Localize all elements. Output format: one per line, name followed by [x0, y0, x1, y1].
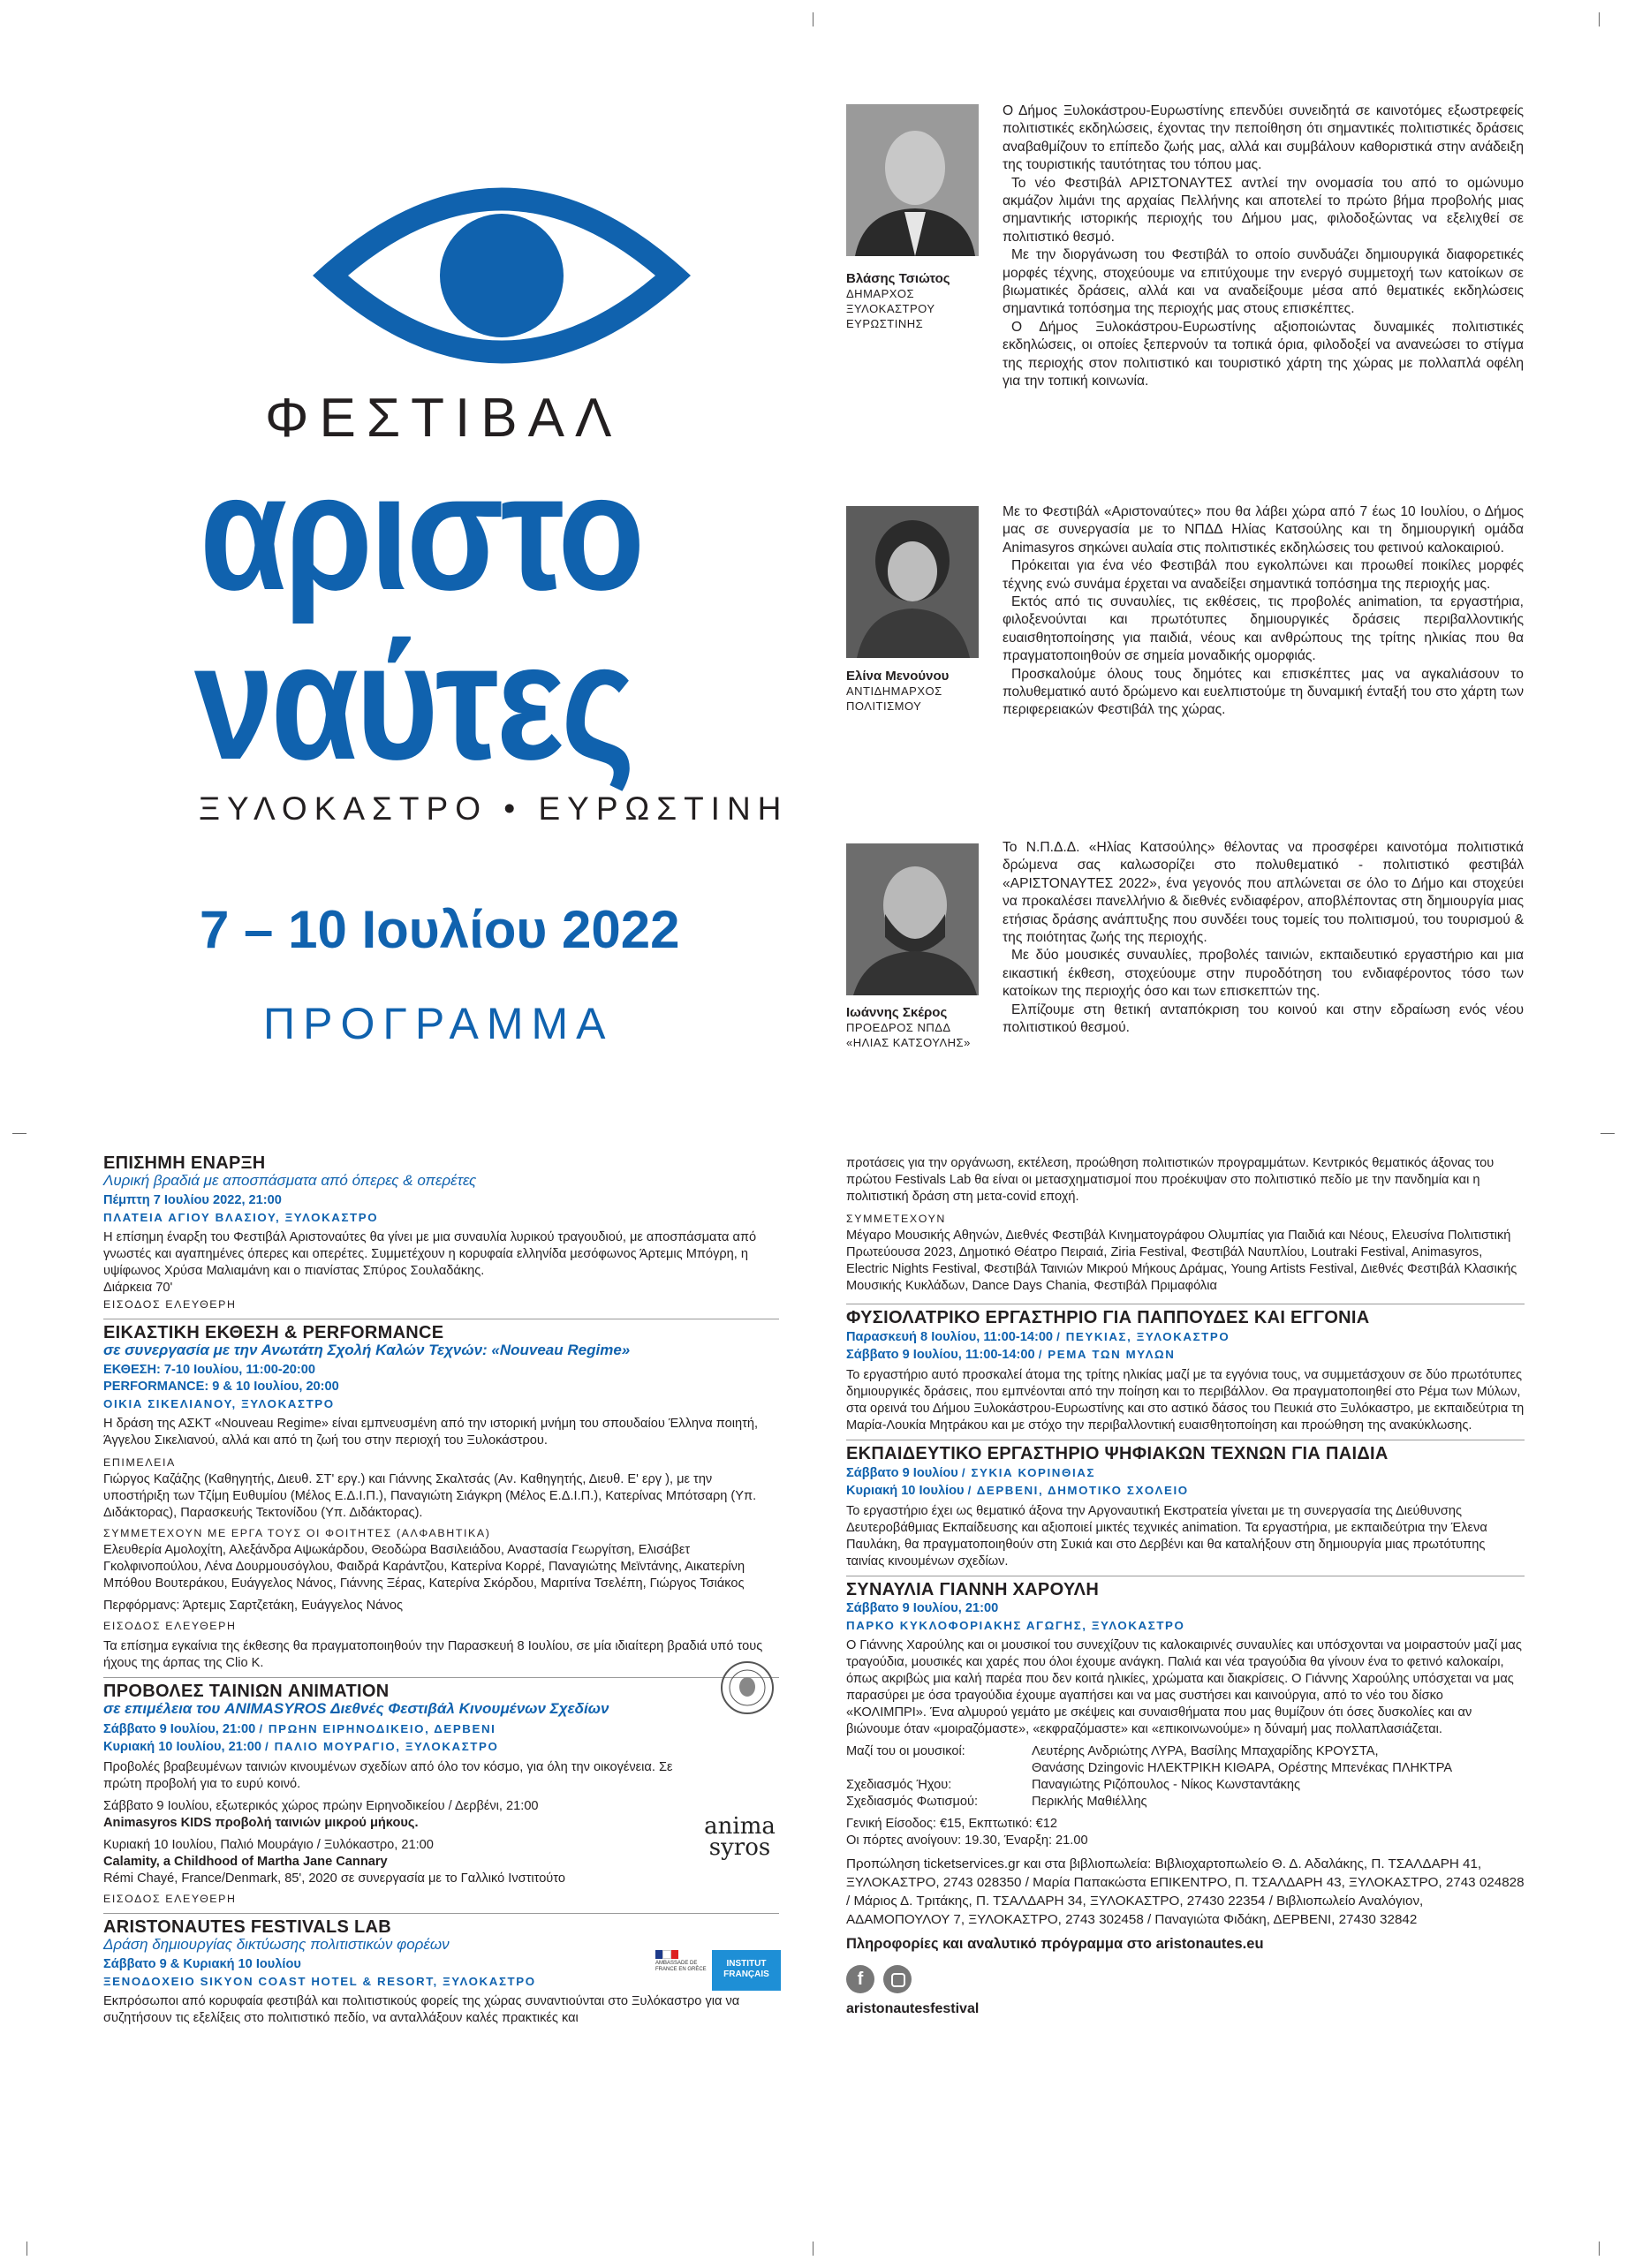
free-entry: ΕΙΣΟΔΟΣ ΕΛΕΥΘΕΡΗ	[103, 1620, 237, 1632]
event-time: Σάββατο 9 Ιουλίου, 21:00	[846, 1601, 999, 1615]
bio-name: Ελίνα Μενούνου	[846, 669, 950, 684]
festival-dates: 7 – 10 Ιουλίου 2022	[200, 900, 680, 959]
section-title: ΠΡΟΒΟΛΕΣ ΤΑΙΝΙΩΝ ANIMATION	[103, 1682, 390, 1701]
performers-text: Περφόρμανς: Άρτεμις Σαρτζετάκη, Ευάγγελος Νάνος	[103, 1599, 404, 1613]
section-text: Ο Γιάννης Χαρούλης και οι μουσικοί του συνεχίζουν τις καλοκαιρινές συναυλίες και υπόσχονται να μοιραστούν μαζί μας τραγούδια, μουσικές και χαρές που όλοι έχουμε ανάγκη. Παλιά και νέα τραγούδια θα γίνουν ένα το φετινό καλοκαίρι, όπως ακριβώς μια καλή παρέα που δεν κοιτά ηλικίες, χρώματα και διακρίσεις. Ο Γιάννης Χαρούλης υπόσχεται να μας παρασύρει με όσα τραγούδια έχουμε αγαπήσει και να μας συστήσει και καινούργια, από το νέο του δίσκο «ΚΟΛΙΜΠΡΙ». Ένα αλμυρού γεμάτο με σκέψεις και συναισθήματα που μας θυμίζουν ότι όσες δυσκολίες και αν βιώνουμε όταν «μοιραζόμαστε», «εκφραζόμαστε» και «επικοινωνούμε» η δύναμή μας πολλαπλασιάζεται.	[846, 1638, 1522, 1736]
film-title: Calamity, a Childhood of Martha Jane Cannary	[103, 1855, 388, 1869]
free-entry: ΕΙΣΟΔΟΣ ΕΛΕΥΘΕΡΗ	[103, 1298, 237, 1311]
free-entry: ΕΙΣΟΔΟΣ ΕΛΕΥΘΕΡΗ	[103, 1893, 237, 1905]
event-venue: ΠΡΩΗΝ ΕΙΡΗΝΟΔΙΚΕΙΟ, ΔΕΡΒΕΝΙ	[268, 1722, 496, 1735]
bio-name: Βλάσης Τσιώτος	[846, 271, 950, 286]
bio-role: ΠΡΟΕΔΡΟΣ ΝΠΔΔ	[846, 1021, 951, 1034]
event-time: Σάββατο 9 Ιουλίου, 21:00	[103, 1722, 256, 1736]
bio-role: ΕΥΡΩΣΤΙΝΗΣ	[846, 317, 924, 330]
musicians-label: Μαζί του οι μουσικοί:	[846, 1744, 965, 1758]
bio-paragraph: Ελπίζουμε στη θετική ανταπόκριση του κοινού και στην εδραίωση ενός νέου πολιτιστικού θεσμού.	[1003, 1002, 1524, 1036]
section-title: ΦΥΣΙΟΛΑΤΡΙΚΟ ΕΡΓΑΣΤΗΡΙΟ ΓΙΑ ΠΑΠΠΟΥΔΕΣ ΚΑΙ ΕΓΓΟΝΙΑ	[846, 1308, 1370, 1327]
institut-label: INSTITUT FRANÇAIS	[723, 1959, 769, 1979]
crop-mark	[26, 2242, 27, 2256]
event-time: PERFORMANCE: 9 & 10 Ιουλίου, 20:00	[103, 1380, 339, 1394]
instagram-icon[interactable]	[883, 1965, 912, 1993]
animasyros-logo	[698, 1813, 782, 1861]
event-venue: ΠΑΡΚΟ ΚΥΚΛΟΦΟΡΙΑΚΗΣ ΑΓΩΓΗΣ, ΞΥΛΟΚΑΣΤΡΟ	[846, 1619, 1185, 1632]
musicians-text: Θανάσης Dzingovic ΗΛΕΚΤΡΙΚΗ ΚΙΘΑΡΑ, Ορέστης Μπενέκας ΠΛΗΚΤΡΑ	[1032, 1761, 1453, 1775]
sound-text: Παναγιώτης Ριζόπουλος - Νίκος Κωνσταντάκης	[1032, 1778, 1300, 1792]
event-venue: ΠΛΑΤΕΙΑ ΑΓΙΟΥ ΒΛΑΣΙΟΥ, ΞΥΛΟΚΑΣΤΡΟ	[103, 1211, 379, 1224]
ambassade-label: AMBASSADE DE FRANCE EN GRÈCE	[655, 1961, 707, 1972]
section-text: προτάσεις για την οργάνωση, εκτέλεση, προώθηση πολιτιστικών προγραμμάτων. Κεντρικός θεματικός άξονας του πρώτου Festivals Lab θα είναι οι μετασχηματισμοί που προέκυψαν στο πολιτιστικό πεδίο με την πανδημία και η πολιτιστική δράση στη μετα-covid εποχή.	[846, 1156, 1495, 1204]
screening-line: Animasyros KIDS προβολή ταινιών μικρού μήκους.	[103, 1816, 419, 1830]
presale-text: Προπώληση ticketservices.gr και στα βιβλιοπωλεία: Βιβλιοχαρτοπωλείο Θ. Δ. Αδαλάκης, Π. ΤΣΑΛΔΑΡΗ 41, ΞΥΛΟΚΑΣΤΡΟ, 2743 028350 / Μαρία Παπακώστα ΕΠΙΚΕΝΤΡΟ, Π. ΤΣΑΛΔΑΡΗ 43, ΞΥΛΟΚΑΣΤΡΟ, 2743 024828 / Μάριος Δ. Τριτάκης, Π. ΤΣΑΛΔΑΡΗ 34, ΞΥΛΟΚΑΣΤΡΟ, 27430 22354 / Βιβλιοπωλείο Αναλόγιον, ΑΔΑΜΟΠΟΥΛΟΥ 7, ΞΥΛΟΚΑΣΤΡΟ, 2743 302458 / Παναγιώτα Φιδάκη, ΔΕΡΒΕΝΙ, 27430 32842	[846, 1856, 1525, 1927]
event-venue: ΣΥΚΙΑ ΚΟΡΙΝΘΙΑΣ	[971, 1466, 1096, 1479]
event-venue: ΠΑΛΙΟ ΜΟΥΡΑΓΙΟ, ΞΥΛΟΚΑΣΤΡΟ	[274, 1740, 499, 1753]
bio-paragraph: Ο Δήμος Ξυλοκάστρου-Ευρωστίνης αξιοποιώντας δυναμικές πολιτιστικές εκδηλώσεις, οι οποίες ξεπερνούν τα τοπικά όρια, φιλοδοξεί να ανανεώσει το στίγμα της περιοχής στον πολιτιστικό και τουριστικό χάρτη της χώρας με πολλαπλά οφέλη για την τοπική κοινωνία.	[1003, 319, 1524, 389]
event-time: Σάββατο 9 Ιουλίου, 11:00-14:00	[846, 1348, 1035, 1362]
screening-line: Κυριακή 10 Ιουλίου, Παλιό Μουράγιο / Ξυλόκαστρο, 21:00	[103, 1838, 434, 1852]
bio-paragraph: Πρόκειται για ένα νέο Φεστιβάλ που εγκολπώνει και προωθεί ποικίλες μορφές τέχνης ενώ συνάμα έρχεται να αναδείξει σημαντικά τοπόσημα της περιοχής μας.	[1003, 558, 1524, 592]
sound-label: Σχεδιασμός Ήχου:	[846, 1778, 952, 1792]
doors-text: Οι πόρτες ανοίγουν: 19.30, Έναρξη: 21.00	[846, 1833, 1088, 1848]
light-text: Περικλής Μαθιέλλης	[1032, 1795, 1147, 1809]
divider	[103, 1677, 779, 1678]
label: ΕΠΙΜΕΛΕΙΑ	[103, 1456, 176, 1469]
separator: /	[967, 1484, 977, 1497]
school-seal-icon	[720, 1660, 775, 1715]
bio-text-president	[1003, 839, 1524, 1037]
bio-paragraph: Με το Φεστιβάλ «Αριστοναύτες» που θα λάβει χώρα από 7 έως 10 Ιουλίου, ο Δήμος μας σε συνεργασία με το ΝΠΔΔ Ηλίας Κατσούλης και τη δημιουργική ομάδα Animasyros σηκώνει αυλαία στις πολιτιστικές εκδηλώσεις του φετινού καλοκαιριού.	[1003, 504, 1524, 556]
crop-mark	[1599, 2242, 1600, 2256]
separator: /	[1056, 1330, 1066, 1343]
portrait-deputy-mayor	[846, 506, 979, 658]
event-time: Παρασκευή 8 Ιουλίου, 11:00-14:00	[846, 1330, 1054, 1344]
info-text: Πληροφορίες και αναλυτικό πρόγραμμα στο aristonautes.eu	[846, 1936, 1264, 1952]
film-info: Rémi Chayé, France/Denmark, 85', 2020 σε συνεργασία με το Γαλλικό Ινστιτούτο	[103, 1871, 565, 1886]
portrait-president	[846, 843, 979, 995]
animasyros-logo-text: anima syros	[704, 1813, 776, 1861]
crop-mark	[1599, 12, 1600, 26]
festival-title-line1: αριστο	[200, 439, 642, 624]
bio-role: ΞΥΛΟΚΑΣΤΡΟΥ	[846, 302, 935, 315]
section-title: ARISTONAUTES FESTIVALS LAB	[103, 1917, 391, 1937]
portrait-mayor	[846, 104, 979, 256]
section-title: ΕΠΙΣΗΜΗ ΕΝΑΡΞΗ	[103, 1153, 266, 1173]
crop-mark	[813, 12, 814, 26]
separator: /	[265, 1740, 275, 1753]
section-text: Το εργαστήριο έχει ως θεματικό άξονα την Αργοναυτική Εκστρατεία γίνεται με τη συνεργασία της Διεύθυνσης Δευτεροβάθμιας Εκπαίδευσης και αξιοποιεί μικτές τεχνικές animation. Τα εργαστήρια, με εκπαιδεύτρια την Έλενα Παυλάκη, θα πραγματοποιηθούν στη Συκιά και στο Δερβένι και θα καταλήξουν στη δημιουργία μιας πρωτότυπης ταινίας κινουμένων σχεδίων.	[846, 1504, 1487, 1569]
event-venue: ΟΙΚΙΑ ΣΙΚΕΛΙΑΝΟΥ, ΞΥΛΟΚΑΣΤΡΟ	[103, 1397, 335, 1410]
ambassade-logo	[655, 1950, 708, 1994]
bio-text-mayor	[1003, 102, 1524, 391]
social-handle[interactable]: aristonautesfestival	[846, 2001, 980, 2016]
crop-mark	[1601, 1133, 1615, 1134]
programme-right-column	[846, 1155, 1525, 2017]
bio-name: Ιωάννης Σκέρος	[846, 1005, 948, 1020]
bio-role: ΠΟΛΙΤΙΣΜΟΥ	[846, 699, 922, 713]
section-title: ΕΙΚΑΣΤΙΚΗ ΕΚΘΕΣΗ & PERFORMANCE	[103, 1323, 444, 1342]
section-subtitle: σε επιμέλεια του ANIMASYROS Διεθνές Φεστιβάλ Κινουμένων Σχεδίων	[103, 1700, 609, 1717]
section-subtitle: Λυρική βραδιά με αποσπάσματα από όπερες & οπερέτες	[103, 1172, 477, 1189]
light-label: Σχεδιασμός Φωτισμού:	[846, 1795, 979, 1809]
event-venue: ΞΕΝΟΔΟΧΕΙΟ SIKYON COAST HOTEL & RESORT, ΞΥΛΟΚΑΣΤΡΟ	[103, 1975, 536, 1988]
section-title: ΕΚΠΑΙΔΕΥΤΙΚΟ ΕΡΓΑΣΤΗΡΙΟ ΨΗΦΙΑΚΩΝ ΤΕΧΝΩΝ ΓΙΑ ΠΑΙΔΙΑ	[846, 1444, 1389, 1463]
event-time: Πέμπτη 7 Ιουλίου 2022, 21:00	[103, 1193, 282, 1207]
section-text: Η δράση της ΑΣΚΤ «Nouveau Regime» είναι εμπνευσμένη από την ιστορική μνήμη του σπουδαίου Έλληνα ποιητή, Άγγελου Σικελιανού, αλλά και από τη ζωή του στην περιοχή του Ξυλοκάστρου.	[103, 1417, 759, 1448]
bio-paragraph: Με την διοργάνωση του Φεστιβάλ το οποίο συνδυάζει δημιουργικά διαφορετικές μορφές τέχνης, στοχεύουμε να επιτύχουμε την ενεργό συμμετοχή των κατοίκων σε βιωματικές δράσεις, αλλά και να αναδείξουμε μέσα από θεματικές εκδηλώσεις σημαντικά τοπόσημα της περιοχής μας στους επισκέπτες.	[1003, 247, 1524, 317]
institut-francais-logo	[712, 1950, 781, 1991]
bio-role: «ΗΛΙΑΣ ΚΑΤΣΟΥΛΗΣ»	[846, 1036, 971, 1049]
programme-left-column	[103, 1155, 779, 2027]
bio-paragraph: Με δύο μουσικές συναυλίες, προβολές ταινιών, εκπαιδευτικό εργαστήριο και μια εικαστική έκθεση, στοχεύουμε στην πυροδότηση του ενδιαφέροντος τόσο των κατοίκων της περιοχής όσο και των επισκεπτών της.	[1003, 948, 1524, 1000]
label: ΣΥΜΜΕΤΕΧΟΥΝ	[846, 1213, 946, 1225]
bio-paragraph: Το Ν.Π.Δ.Δ. «Ηλίας Κατσούλης» θέλοντας να προσφέρει καινοτόμα πολιτιστικά δρώμενα σας καλωσορίζει στο πολυθεματικό - πολιτιστικό φεστιβάλ «ΑΡΙΣΤΟΝΑΥΤΕΣ 2022», ένα γεγονός που απλώνεται σε όλο το Δήμο και στοχεύει να προκαλέσει πανελλήνιο & διεθνές ενδιαφέρον, αποβλέποντας στη δημιουργία μιας ετήσιας δράσης ανάπτυξης που συνδέει τους τομείς του πολιτισμού, του τουρισμού & της ποιότητας ζωής της περιοχής.	[1003, 840, 1524, 946]
section-text: Εκπρόσωποι από κορυφαία φεστιβάλ και πολιτιστικούς φορείς της χώρας συναντιούνται στο Ξυλόκαστρο για να συζητήσουν τις εξελίξεις στο πολιτιστικό πεδίο, να ανταλλάξουν καλές πρακτικές και	[103, 1994, 740, 2025]
event-time: ΕΚΘΕΣΗ: 7-10 Ιουλίου, 11:00-20:00	[103, 1363, 316, 1377]
separator: /	[1038, 1348, 1048, 1361]
label: ΣΥΜΜΕΤΕΧΟΥΝ ΜΕ ΕΡΓΑ ΤΟΥΣ ΟΙ ΦΟΙΤΗΤΕΣ (ΑΛΦΑΒΗΤΙΚΑ)	[103, 1527, 491, 1539]
crop-mark	[12, 1133, 26, 1134]
bio-role: ΔΗΜΑΡΧΟΣ	[846, 287, 915, 300]
divider	[103, 1913, 779, 1914]
screening-line: Σάββατο 9 Ιουλίου, εξωτερικός χώρος πρώην Ειρηνοδικείου / Δερβένι, 21:00	[103, 1799, 539, 1813]
event-time: Σάββατο 9 Ιουλίου	[846, 1466, 958, 1480]
duration: Διάρκεια 70'	[103, 1281, 173, 1295]
bio-paragraph: Εκτός από τις συναυλίες, τις εκθέσεις, τις προβολές animation, τα εργαστήρια, φιλοξενούνται και πρωτότυπες δημιουργικές δράσεις περιβαλλοντικής ευαισθητοποίησης για παιδιά, νέους και ανθρώπους της τρίτης ηλικίας που θα πραγματοποιηθούν σε σημεία μοναδικής ομορφιάς.	[1003, 594, 1524, 664]
section-text: Τα επίσημα εγκαίνια της έκθεσης θα πραγματοποιηθούν την Παρασκευή 8 Ιουλίου, σε μία ιδιαίτερη βραδιά υπό τους ήχους της άρπας της Clio K.	[103, 1639, 763, 1670]
event-venue: ΠΕΥΚΙΑΣ, ΞΥΛΟΚΑΣΤΡΟ	[1065, 1330, 1230, 1343]
separator: /	[961, 1466, 972, 1479]
facebook-icon[interactable]: f	[846, 1965, 874, 1993]
event-time: Σάββατο 9 & Κυριακή 10 Ιουλίου	[103, 1957, 301, 1971]
musicians-text: Λευτέρης Ανδριώτης ΛΥΡΑ, Βασίλης Μπαχαρίδης ΚΡΟΥΣΤΑ,	[1032, 1744, 1379, 1758]
bio-paragraph: Προσκαλούμε όλους τους δημότες και επισκέπτες μας να αγκαλιάσουν το πολυθεματικό αυτό δρώμενο και ευελπιστούμε τη δυναμική ένταξή του στο χάρτη των περιφερειακών Φεστιβάλ της χώρας.	[1003, 666, 1524, 718]
sound-row	[846, 1777, 1525, 1794]
participants-text: Μέγαρο Μουσικής Αθηνών, Διεθνές Φεστιβάλ Κινηματογράφου Ολυμπίας για Παιδιά και Νέους, Ελευσίνα Πολιτιστική Πρωτεύουσα 2023, Δημοτικό Θέατρο Πειραιά, Ziria Festival, Φεστιβάλ Ναυπλίου, Loutraki Festival, Animasyros, Electric Nights Festival, Φεστιβάλ Ταινιών Μικρού Μήκους Δράμας, Young Artists Festival, Διεθνές Φεστιβάλ Κλασικής Μουσικής Κυκλάδων, Dance Days Chania, Φεστιβάλ Πριμαφόλια	[846, 1228, 1517, 1293]
section-title: ΣΥΝΑΥΛΙΑ ΓΙΑΝΝΗ ΧΑΡΟΥΛΗ	[846, 1580, 1100, 1599]
event-venue: ΔΕΡΒΕΝΙ, ΔΗΜΟΤΙΚΟ ΣΧΟΛΕΙΟ	[976, 1484, 1189, 1497]
bio-role: ΑΝΤΙΔΗΜΑΡΧΟΣ	[846, 684, 942, 698]
section-text: Προβολές βραβευμένων ταινιών κινουμένων σχεδίων από όλο τον κόσμο, για όλη την οικογένεια. Σε πρώτη προβολή για το ευρύ κοινό.	[103, 1760, 673, 1791]
light-row	[846, 1794, 1525, 1811]
section-text: Το εργαστήριο αυτό προσκαλεί άτομα της τρίτης ηλικίας μαζί με τα εγγόνια τους, να συμμετάσχουν σε δύο πρωτότυπες δημιουργικές δράσεις, που εμπνέονται από την ποίηση και το περιβάλλον. Θα πραγματοποιηθεί στο Ρέμα των Μύλων, στα ορεινά του Δήμου Ξυλοκάστρου-Ευρωστίνης και στο αστικό δάσος του Πευκιά στο Ξυλόκαστρο, με εκπαιδεύτρια τη Μαρία-Λουκία Μητράκου και με στόχο την περιβαλλοντική ευαισθητοποίηση και προώθηση της ανακύκλωσης.	[846, 1368, 1525, 1433]
section-subtitle: Δράση δημιουργίας δικτύωσης πολιτιστικών φορέων	[103, 1936, 450, 1953]
bio-paragraph: Ο Δήμος Ξυλοκάστρου-Ευρωστίνης επενδύει συνειδητά σε καινοτόμες εξωστρεφείς πολιτιστικές εκδηλώσεις, έχοντας την πεποίθηση ότι σημαντικές πολιτιστικές δράσεις αναβαθμίζουν το επίπεδο ζωής μας, αλλά και συμβάλουν καθοριστικά στην ανάδειξη της τουριστικής ταυτότητας του τόπου μας.	[1003, 103, 1524, 173]
social-icons	[846, 1965, 1525, 1993]
bio-paragraph: Το νέο Φεστιβάλ ΑΡΙΣΤΟΝΑΥΤΕΣ αντλεί την ονομασία του από το ομώνυμο ακμάζον λιμάνι της αρχαίας Πελλήνης και αποτελεί το πρώτο βήμα προβολής μιας σημαντικής ιστορικής περιοχής του Δήμου μας, φιλοδοξώντας να εξελιχθεί σε πολιτιστικό θεσμό.	[1003, 175, 1524, 245]
crop-mark	[813, 2242, 814, 2256]
event-time: Κυριακή 10 Ιουλίου	[846, 1484, 965, 1498]
students-text: Ελευθερία Αμολοχίτη, Αλεξάνδρα Αψωκάρδου, Θεοδώρα Βασιλειάδου, Αναστασία Γεωργίτση, Ελισάβετ Γκολφινοπούλου, Λένα Δουρμουσόγλου, Φαιδρά Καράντζου, Κατερίνα Κορρέ, Παναγιώτης Μεϊντάνης, Αικατερίνη Μπόθου Βουτεράκου, Ευάγγελος Νάνος, Γιάννης Ξέρας, Κατερίνα Σκόρδου, Μαριτίνα Τσελέπη, Γιώργος Τσιάκος	[103, 1543, 745, 1591]
bio-text-deputy	[1003, 503, 1524, 720]
curation-text: Γιώργος Καζάζης (Καθηγητής, Διευθ. ΣΤ' εργ.) και Γιάννης Σκαλτσάς (Αν. Καθηγητής, Διευθ. Ε' εργ ), με την υποστήριξη των Τζίμη Ευθυμίου (Μέλος Ε.Δ.Ι.Π.), Παναγιώτη Σιάγκρη (Μέλος Ε.Δ.Ι.Π.), Κατερίνας Μπότσαρη (Υπ. Διδάκτορας), Παρασκευής Τεκτονίδου (Υπ. Διδάκτορας).	[103, 1472, 757, 1520]
musicians-row	[846, 1743, 1525, 1777]
section-subtitle: σε συνεργασία με την Ανωτάτη Σχολή Καλών Τεχνών: «Nouveau Regime»	[103, 1342, 631, 1358]
event-venue: ΡΕΜΑ ΤΩΝ ΜΥΛΩΝ	[1048, 1348, 1176, 1361]
tickets-text: Γενική Είσοδος: €15, Εκπτωτικό: €12	[846, 1817, 1058, 1831]
event-time: Κυριακή 10 Ιουλίου, 21:00	[103, 1740, 261, 1754]
festival-title-line2: ναύτες	[194, 609, 632, 794]
section-text: Η επίσημη έναρξη του Φεστιβάλ Αριστοναύτες θα γίνει με μια συναυλία λυρικού τραγουδιού, με αποσπάσματα από γνωστές και αγαπημένες όπερες και οπερέτες. Συμμετέχουν η κορυφαία ελληνίδα μεσόφωνος Άρτεμις Μπόγρη, η υψίφωνος Χρύσα Μαλιαμάνη και ο πιανίστας Σπύρος Σουλαδάκης.	[103, 1230, 757, 1278]
eye-logo-icon	[307, 181, 696, 371]
separator: /	[259, 1722, 269, 1735]
programme-heading: ΠΡΟΓΡΑΜΜΑ	[263, 999, 614, 1048]
festival-location: ΞΥΛΟΚΑΣΤΡΟ • ΕΥΡΩΣΤΙΝΗ	[199, 790, 789, 827]
festival-word: ΦΕΣΤΙΒΑΛ	[265, 388, 623, 449]
